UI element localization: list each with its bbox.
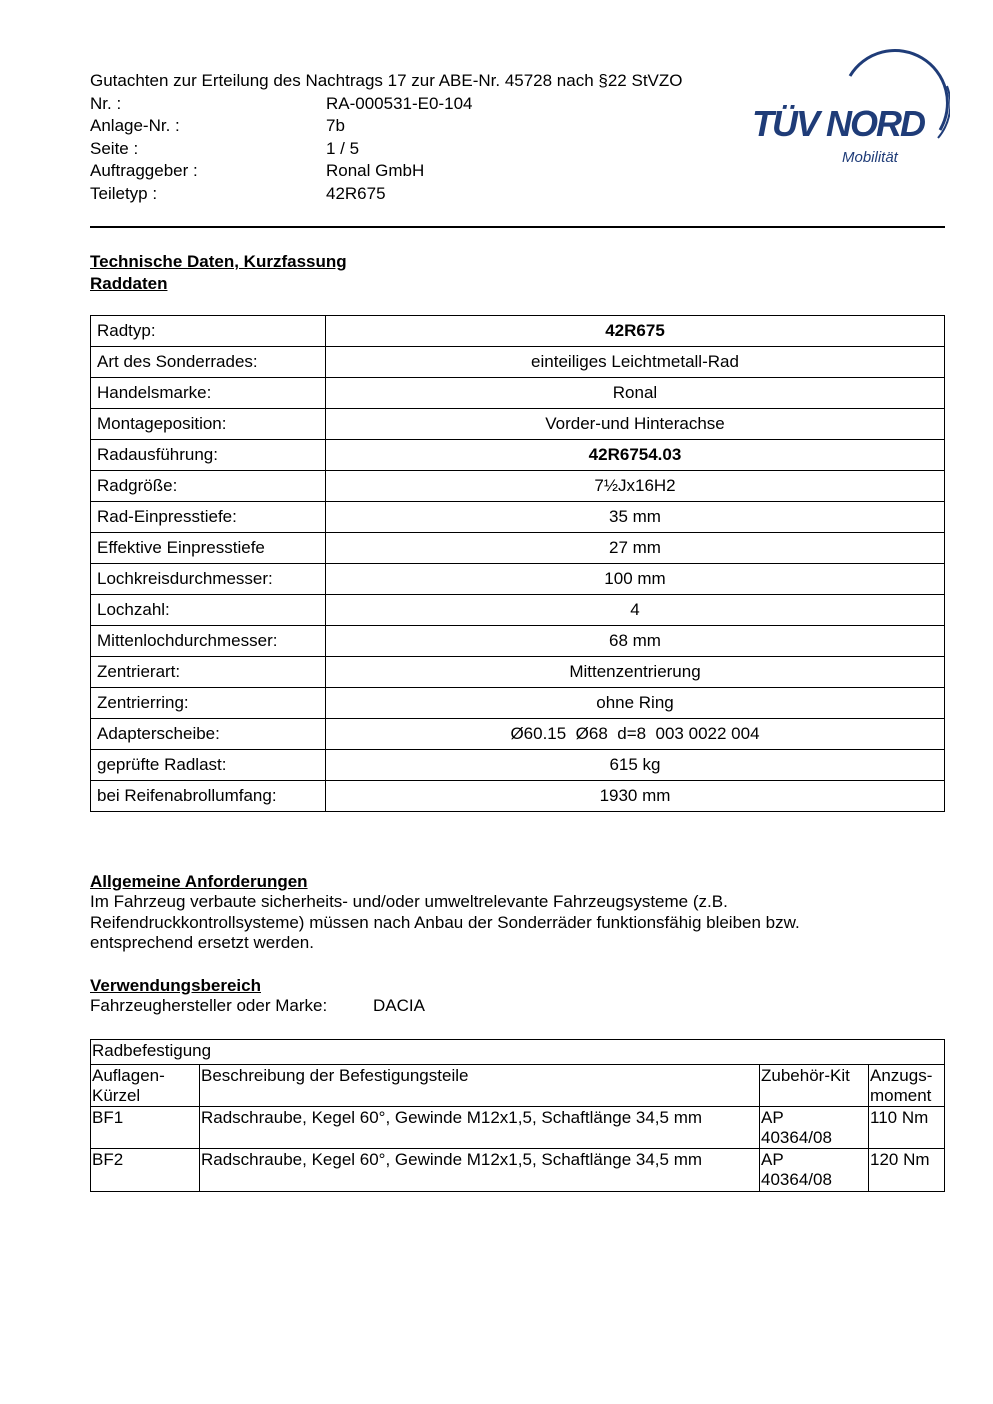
header-label: Nr. : [90, 93, 122, 113]
row-value: 100 mm [326, 564, 945, 595]
header-line: Anzugs- [870, 1066, 933, 1085]
table-row [91, 347, 945, 378]
header-label: Anlage-Nr. : [90, 116, 180, 136]
vehicle-maker-line [90, 996, 425, 1016]
row-value: Vorder-und Hinterachse [326, 409, 945, 440]
row-label: Radgröße: [91, 471, 326, 502]
kit-line: 40364/08 [761, 1169, 832, 1189]
table-row [91, 502, 945, 533]
kit-line: 40364/08 [761, 1127, 832, 1147]
row-value: Mittenzentrierung [326, 657, 945, 688]
cell-code: BF1 [91, 1107, 200, 1149]
row-value: Ø60.15 Ø68 d=8 003 0022 004 [326, 719, 945, 750]
column-header [200, 1065, 760, 1107]
table-row [91, 378, 945, 409]
header-label: Auftraggeber : [90, 161, 198, 181]
wheel-fastening-table [90, 1039, 945, 1192]
table-caption-row [91, 1040, 945, 1065]
row-label: Lochkreisdurchmesser: [91, 564, 326, 595]
table-row [91, 626, 945, 657]
header-label: Teiletyp : [90, 183, 158, 203]
row-label: Art des Sonderrades: [91, 347, 326, 378]
header-value: 42R675 [326, 183, 386, 203]
column-header [91, 1065, 200, 1107]
row-value: 4 [326, 595, 945, 626]
table-row [91, 533, 945, 564]
row-value: ohne Ring [326, 688, 945, 719]
column-header [760, 1065, 869, 1107]
row-label: Rad-Einpresstiefe: [91, 502, 326, 533]
section-title-usage: Verwendungsbereich [90, 976, 261, 995]
table-row [91, 316, 945, 347]
requirements-text [90, 892, 945, 954]
header-row-anlage [90, 115, 750, 138]
header-row-nr [90, 93, 750, 116]
table-row [91, 657, 945, 688]
row-value: 615 kg [326, 750, 945, 781]
table-row [91, 781, 945, 812]
table-caption: Radbefestigung [91, 1040, 945, 1065]
row-value: Ronal [326, 378, 945, 409]
table-row [91, 471, 945, 502]
row-label: bei Reifenabrollumfang: [91, 781, 326, 812]
logo-sub-text: Mobilität [842, 149, 898, 166]
section-title-requirements: Allgemeine Anforderungen [90, 872, 308, 891]
cell-code: BF2 [91, 1149, 200, 1191]
kit-line: AP [761, 1150, 784, 1170]
row-label: Adapterscheibe: [91, 719, 326, 750]
table-row [91, 409, 945, 440]
header-line: Kürzel [92, 1085, 141, 1105]
row-value: einteiliges Leichtmetall-Rad [326, 347, 945, 378]
table-header-row [91, 1065, 945, 1107]
table-row [91, 750, 945, 781]
cell-description: Radschraube, Kegel 60°, Gewinde M12x1,5, Schaftlänge 34,5 mm [200, 1107, 760, 1149]
row-value: 42R675 [326, 316, 945, 347]
requirements-line: Im Fahrzeug verbaute sicherheits- und/oder umweltrelevante Fahrzeugsysteme (z.B. [90, 892, 728, 911]
document-header [90, 70, 750, 206]
row-value: 35 mm [326, 502, 945, 533]
row-label: Radtyp: [91, 316, 326, 347]
section-title-technical-data: Technische Daten, Kurzfassung [90, 252, 347, 271]
table-row [91, 564, 945, 595]
row-label: Zentrierart: [91, 657, 326, 688]
header-line: Zubehör-Kit [761, 1066, 850, 1085]
row-label: Mittenlochdurchmesser: [91, 626, 326, 657]
maker-label: Fahrzeughersteller oder Marke: [90, 996, 328, 1015]
row-value: 7½Jx16H2 [326, 471, 945, 502]
row-label: Lochzahl: [91, 595, 326, 626]
header-row-teiletyp [90, 183, 750, 206]
tuv-nord-logo [750, 46, 950, 171]
cell-kit [760, 1107, 869, 1149]
row-value: 68 mm [326, 626, 945, 657]
table-row [91, 688, 945, 719]
header-value: Ronal GmbH [326, 161, 425, 181]
row-label: Handelsmarke: [91, 378, 326, 409]
row-label: Zentrierring: [91, 688, 326, 719]
header-label: Seite : [90, 138, 139, 158]
table-row [91, 440, 945, 471]
maker-value: DACIA [373, 996, 425, 1015]
header-value: 1 / 5 [326, 138, 360, 158]
document-page [90, 0, 945, 1404]
row-label: Effektive Einpresstiefe [91, 533, 326, 564]
header-line: moment [870, 1085, 932, 1105]
header-divider [90, 226, 945, 228]
row-label: Radausführung: [91, 440, 326, 471]
row-value: 42R6754.03 [326, 440, 945, 471]
row-label: geprüfte Radlast: [91, 750, 326, 781]
wheel-data-table [90, 315, 945, 812]
row-label: Montageposition: [91, 409, 326, 440]
header-value: RA-000531-E0-104 [326, 93, 473, 113]
cell-kit [760, 1149, 869, 1191]
logo-brand-text: TÜV NORD [752, 103, 924, 144]
cell-torque: 110 Nm [869, 1107, 945, 1149]
table-row [91, 595, 945, 626]
table-row [91, 1149, 945, 1191]
requirements-line: entsprechend ersetzt werden. [90, 933, 314, 953]
requirements-line: Reifendruckkontrollsysteme) müssen nach Anbau der Sonderräder funktionsfähig bleiben bzw. [90, 912, 800, 932]
report-title: Gutachten zur Erteilung des Nachtrags 17 zur ABE-Nr. 45728 nach §22 StVZO [90, 71, 683, 90]
header-line: Beschreibung der Befestigungsteile [201, 1066, 469, 1085]
header-row-seite [90, 138, 750, 161]
section-subtitle-raddaten: Raddaten [90, 274, 168, 293]
column-header [869, 1065, 945, 1107]
table-row [91, 1107, 945, 1149]
header-value: 7b [326, 116, 345, 136]
cell-description: Radschraube, Kegel 60°, Gewinde M12x1,5, Schaftlänge 34,5 mm [200, 1149, 760, 1191]
cell-torque: 120 Nm [869, 1149, 945, 1191]
header-row-auftraggeber [90, 160, 750, 183]
row-value: 1930 mm [326, 781, 945, 812]
header-line: Auflagen- [92, 1066, 165, 1085]
kit-line: AP [761, 1108, 784, 1128]
table-row [91, 719, 945, 750]
row-value: 27 mm [326, 533, 945, 564]
